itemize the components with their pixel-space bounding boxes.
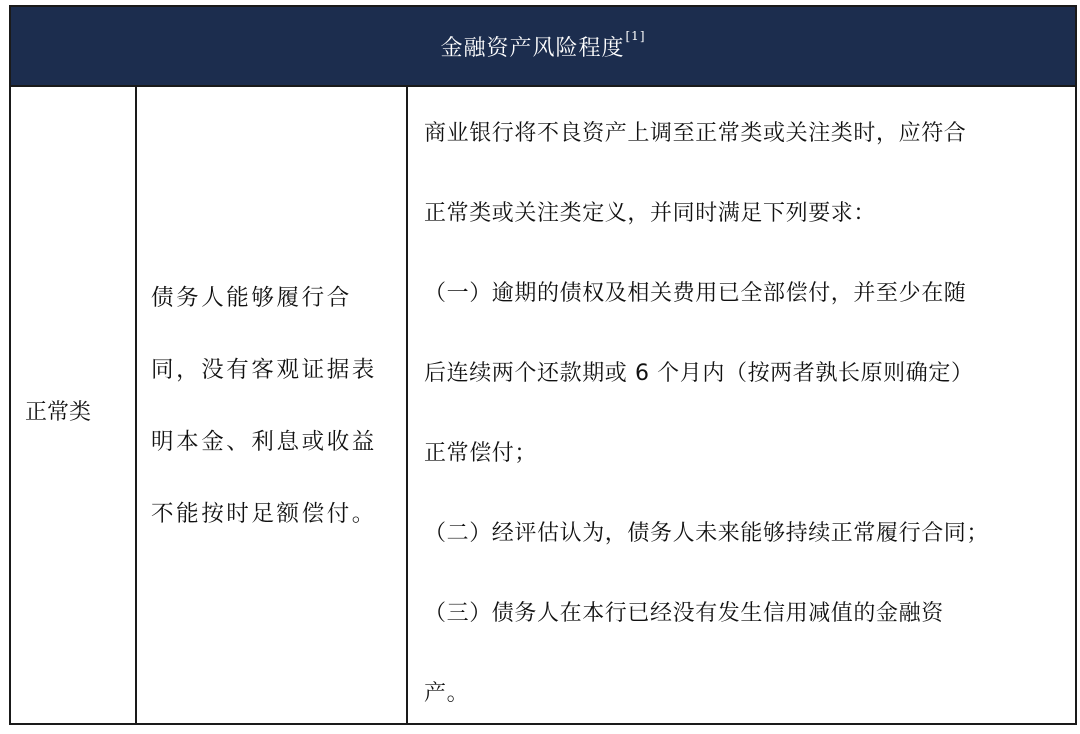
definition-line: 不能按时足额偿付。 <box>151 501 377 527</box>
category-label: 正常类 <box>25 399 92 425</box>
table-row <box>11 87 1075 723</box>
requirements-text <box>424 94 1072 734</box>
definition-line: 同，没有客观证据表 <box>151 357 377 383</box>
requirement-line: （三）债务人在本行已经没有发生信用减值的金融资 <box>424 601 944 626</box>
definition-cell <box>137 87 408 723</box>
table-title <box>440 28 646 62</box>
table-header <box>11 7 1075 87</box>
table-title-text: 金融资产风险程度 <box>440 35 625 61</box>
definition-line: 债务人能够履行合 <box>151 285 352 311</box>
requirements-cell <box>408 87 1075 723</box>
requirement-line: 正常偿付； <box>424 441 538 466</box>
requirement-line: （二）经评估认为，债务人未来能够持续正常履行合同； <box>424 521 990 546</box>
definition-text <box>151 262 399 550</box>
risk-classification-table <box>9 5 1077 725</box>
definition-line: 明本金、利息或收益 <box>151 429 377 455</box>
footnote-marker: [1] <box>625 28 646 43</box>
requirement-line: 正常类或关注类定义，并同时满足下列要求： <box>424 201 877 226</box>
category-cell <box>11 87 137 723</box>
requirement-line: 后连续两个还款期或 6 个月内（按两者孰长原则确定） <box>424 361 974 386</box>
requirement-line: （一）逾期的债权及相关费用已全部偿付，并至少在随 <box>424 281 967 306</box>
requirement-line: 商业银行将不良资产上调至正常类或关注类时，应符合 <box>424 121 967 146</box>
requirement-line: 产。 <box>424 681 470 706</box>
